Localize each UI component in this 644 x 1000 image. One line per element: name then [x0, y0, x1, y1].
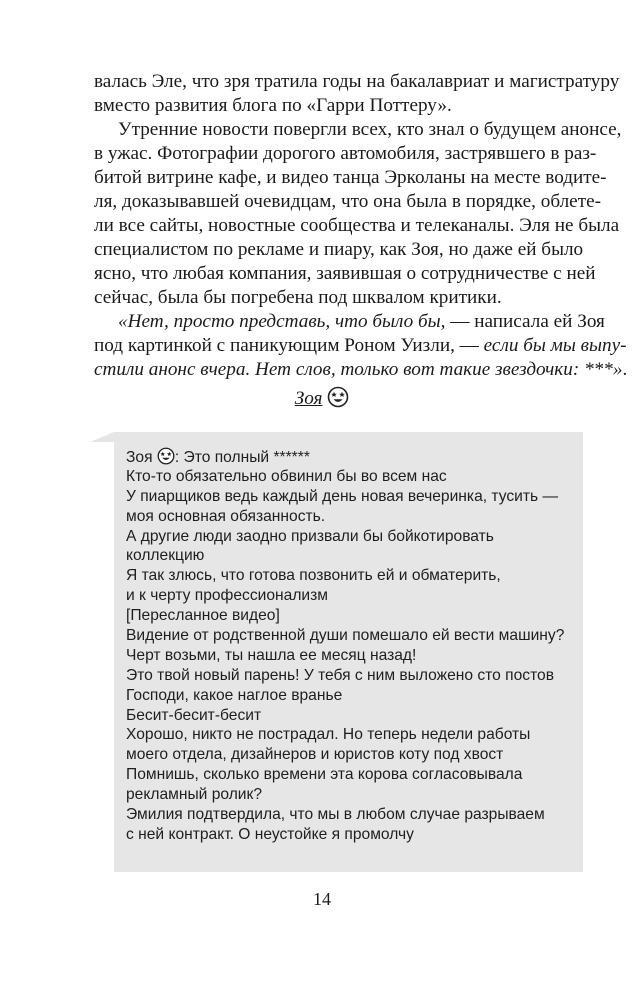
chat-heading	[0, 386, 644, 414]
text-line: ля, доказывавшей очевидцам, что она была в порядке, облете-	[94, 191, 601, 212]
star-struck-face-icon	[327, 386, 349, 414]
text-line: валась Эле, что зря тратила годы на бакалавриат и магистратуру	[94, 71, 620, 92]
chat-line: Я так злюсь, что готова позвонить ей и обматерить,	[126, 567, 501, 585]
quote-italic: если бы мы выпу-	[483, 335, 627, 356]
chat-line: и к черту профессионализм	[126, 587, 329, 605]
chat-line: моего отдела, дизайнеров и юристов коту под хвост	[126, 746, 504, 764]
chat-line: Бесит-бесит-бесит	[126, 706, 262, 724]
quote-line	[94, 310, 605, 334]
text-line: битой витрине кафе, и видео танца Эрколаны на месте водите-	[94, 167, 607, 188]
chat-line: У пиарщиков ведь каждый день новая вечеринка, тусить —	[126, 487, 559, 505]
page-number: 14	[313, 889, 331, 909]
quote-italic: стили анонс вчера. Нет слов, только вот такие звездочки: ***»	[94, 359, 623, 380]
chat-line: Кто-то обязательно обвинил бы во всем нас	[126, 467, 447, 485]
chat-line: рекламный ролик?	[126, 786, 263, 804]
chat-line: Видение от родственной души помешало ей вести машину?	[126, 627, 565, 645]
chat-sender-name: Зоя	[126, 449, 153, 466]
chat-line	[126, 447, 576, 467]
text-line: Утренние новости повергли всех, кто знал о будущем анонсе,	[118, 119, 622, 140]
chat-line: коллекцию	[126, 547, 205, 565]
text-line: вместо развития блога по «Гарри Поттеру».	[94, 95, 452, 116]
chat-messages	[126, 447, 576, 845]
chat-line: Помнишь, сколько времени эта корова согласовывала	[126, 766, 523, 784]
chat-line: [Пересланное видео]	[126, 607, 280, 625]
chat-first-text: : Это полный ******	[174, 449, 310, 466]
text-line: сейчас, была бы погребена под шквалом критики.	[94, 287, 502, 308]
text-line: ясно, что любая компания, заявившая о сотрудничестве с ней	[94, 263, 596, 284]
quote-plain: .	[622, 359, 628, 380]
quote-plain: — написала ей Зоя	[445, 311, 605, 332]
chat-line: Это твой новый парень! У тебя с ним выложено сто постов	[126, 666, 554, 684]
chat-line: Хорошо, никто не пострадал. Но теперь недели работы	[126, 726, 531, 744]
chat-line: Господи, какое наглое вранье	[126, 686, 343, 704]
body-text	[94, 70, 628, 382]
quote-line	[94, 358, 628, 382]
quote-plain: под картинкой с паникующим Роном Уизли, —	[94, 335, 484, 356]
chat-line: моя основная обязанность.	[126, 507, 326, 525]
chat-line: А другие люди заодно призвали бы бойкотировать	[126, 527, 494, 545]
quote-italic: «Нет, просто представь, что было бы,	[118, 311, 446, 332]
chat-line: с ней контракт. О неустойке я промолчу	[126, 825, 414, 843]
chat-heading-name: Зоя	[294, 388, 323, 409]
chat-bubble-tail	[90, 432, 114, 442]
chat-line: Эмилия подтвердила, что мы в любом случае разрываем	[126, 806, 545, 824]
chat-line: Черт возьми, ты нашла ее месяц назад!	[126, 646, 417, 664]
text-line: специалистом по рекламе и пиару, как Зоя, но даже ей было	[94, 239, 584, 260]
quote-line	[94, 334, 627, 358]
text-line: в ужас. Фотографии дорогого автомобиля, застрявшего в раз-	[94, 143, 597, 164]
text-line: ли все сайты, новостные сообщества и телеканалы. Эля не была	[94, 215, 620, 236]
